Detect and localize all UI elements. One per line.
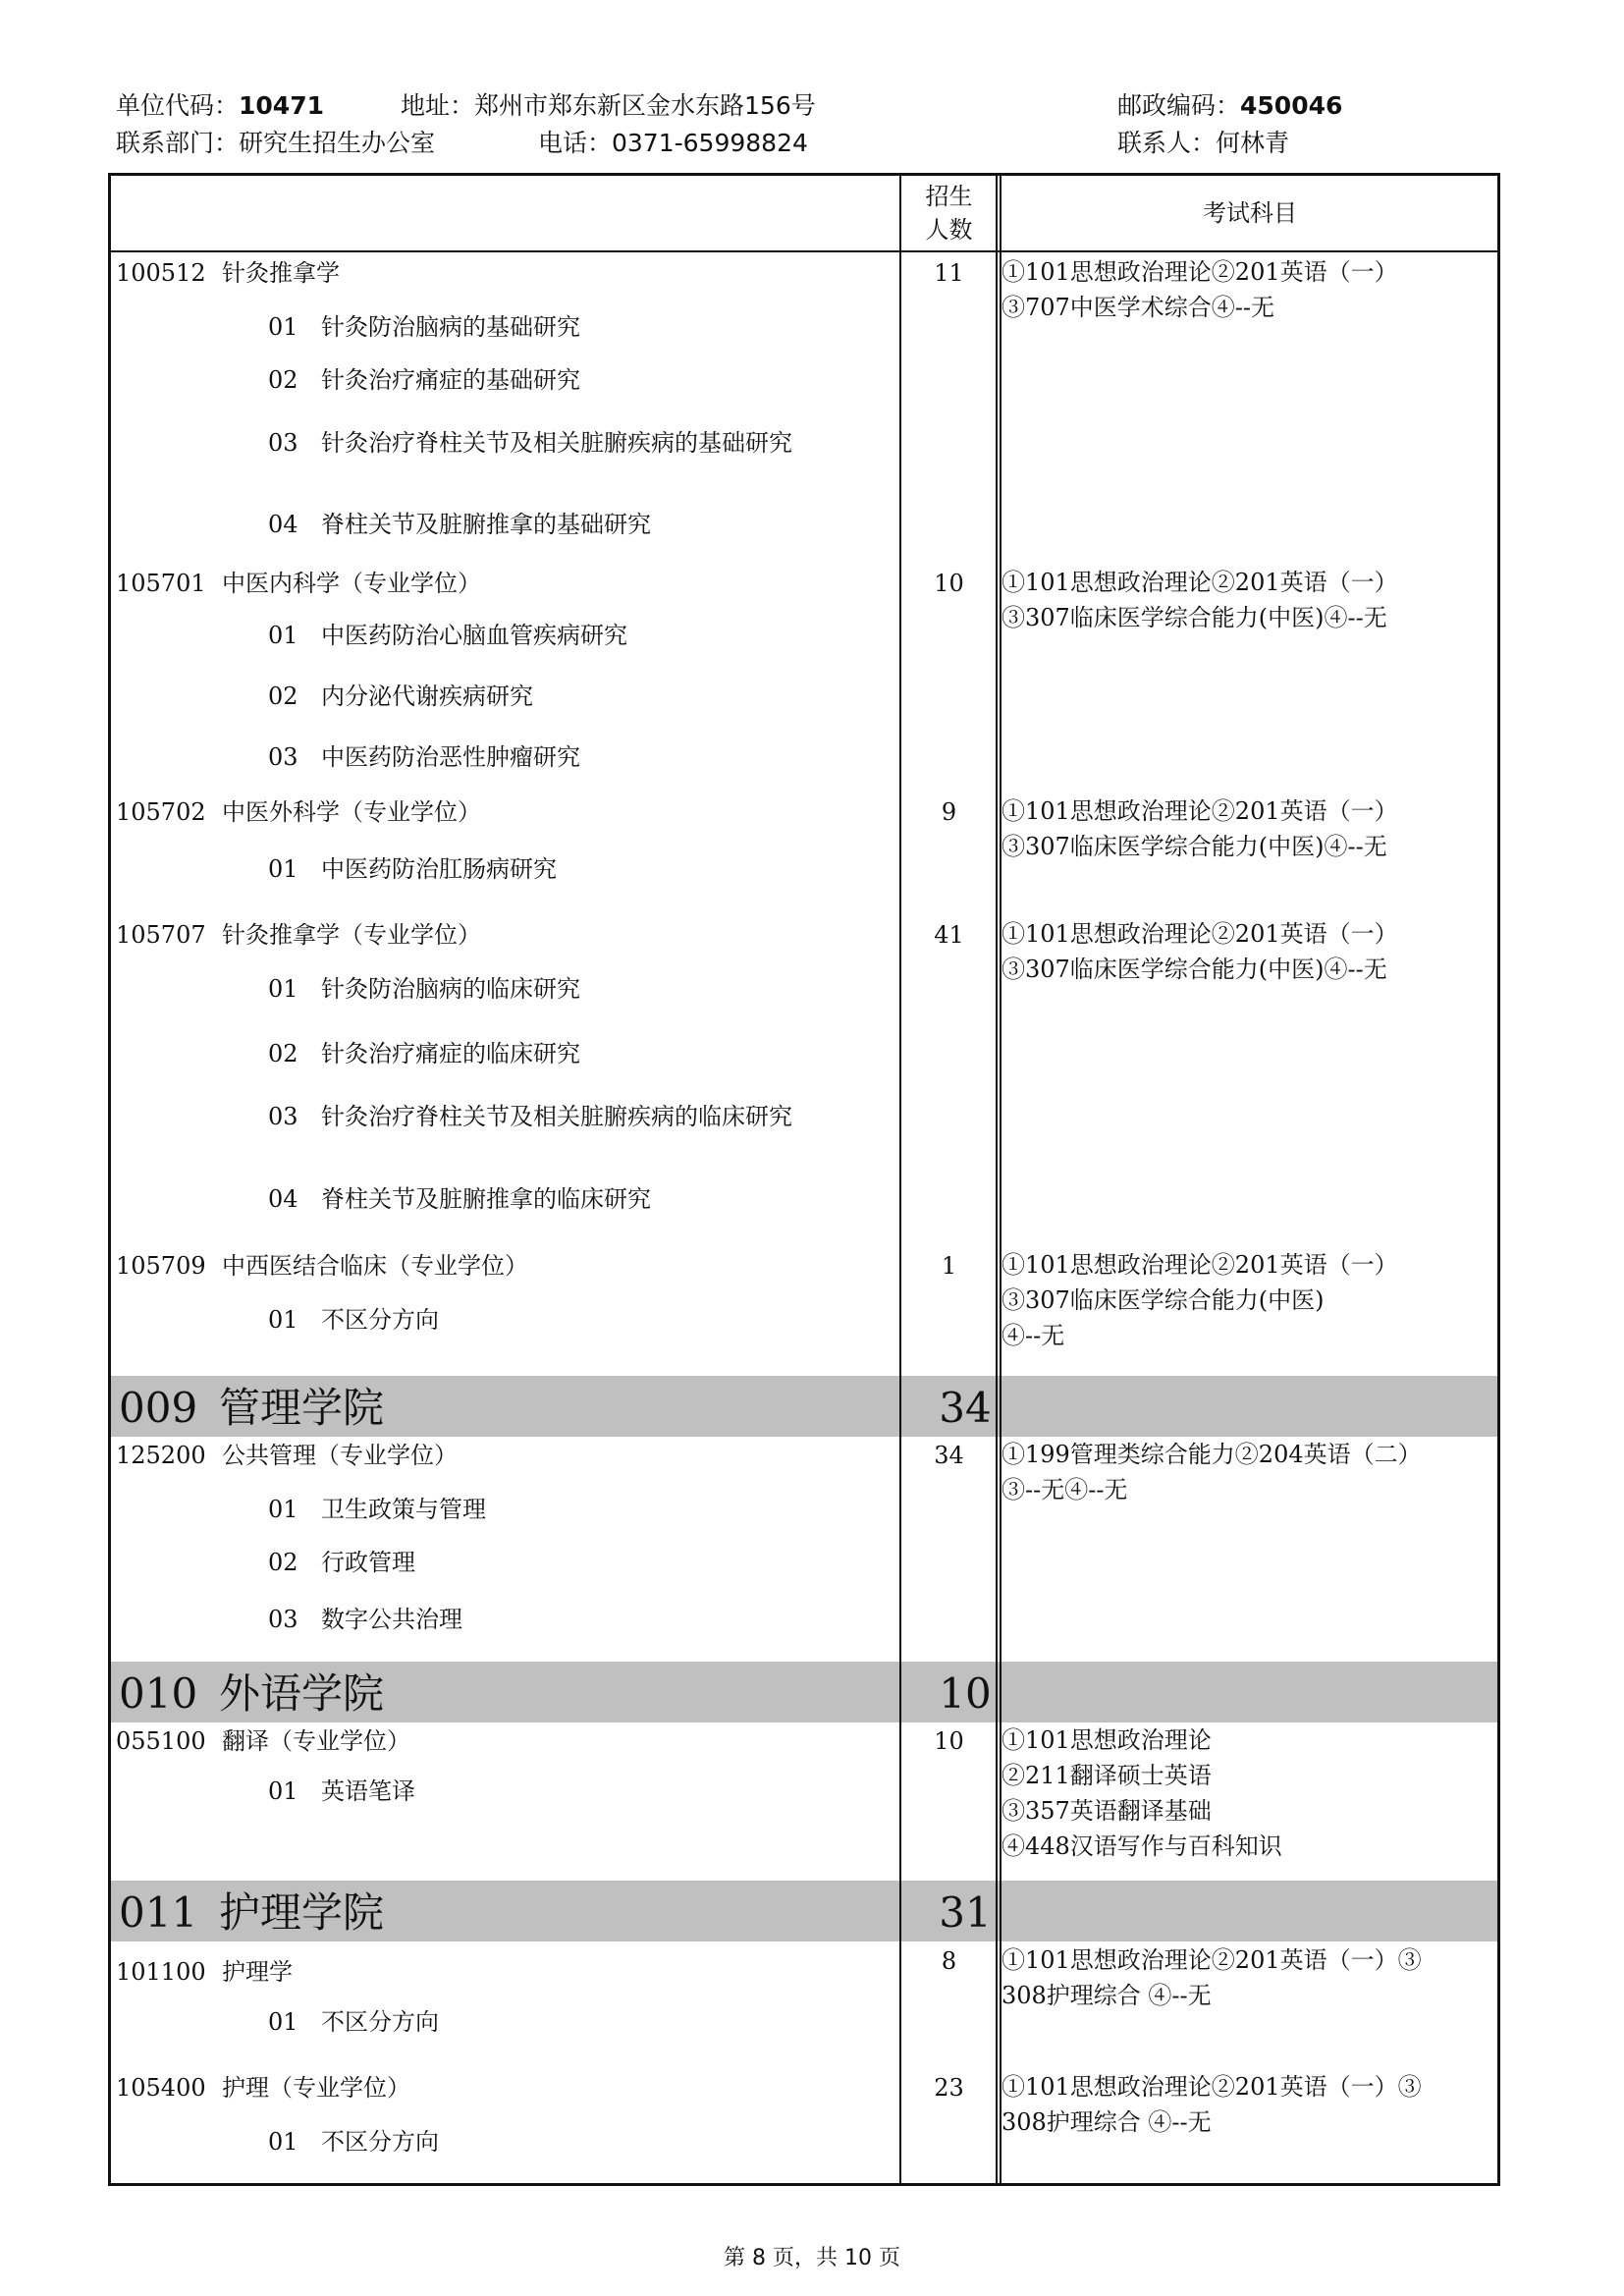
direction-item: 04 脊柱关节及脏腑推拿的临床研究 <box>268 1185 651 1213</box>
program-subjects: ①101思想政治理论②201英语（一） ③307临床医学综合能力(中医) ④--无 <box>1001 1251 1398 1349</box>
postal-code: 邮政编码：450046 <box>1117 91 1343 120</box>
college-band: 010 外语学院 10 <box>111 1662 1497 1722</box>
program-count: 34 <box>934 1442 964 1469</box>
unit-code: 单位代码：10471 <box>116 91 324 120</box>
header-divider <box>111 250 1497 252</box>
college-band: 011 护理学院 31 <box>111 1881 1497 1941</box>
direction-item: 01 不区分方向 <box>268 2128 439 2156</box>
column-divider <box>996 176 998 2183</box>
contact-dept: 联系部门：研究生招生办公室 <box>116 129 436 157</box>
program-count: 10 <box>934 1727 964 1755</box>
program-count: 11 <box>934 259 964 287</box>
program-count: 10 <box>934 570 964 597</box>
direction-item: 04 脊柱关节及脏腑推拿的基础研究 <box>268 511 651 538</box>
direction-item: 02 针灸治疗痛症的临床研究 <box>268 1040 580 1067</box>
program-subjects: ①199管理类综合能力②204英语（二） ③--无④--无 <box>1001 1441 1422 1503</box>
direction-item: 03 针灸治疗脊柱关节及相关脏腑疾病的临床研究 <box>268 1103 792 1130</box>
direction-item: 01 不区分方向 <box>268 2008 439 2036</box>
direction-item: 01 针灸防治脑病的基础研究 <box>268 313 580 341</box>
address: 地址：郑州市郑东新区金水东路156号 <box>401 91 816 120</box>
program-count: 1 <box>941 1252 957 1280</box>
program-count: 23 <box>934 2074 964 2102</box>
program-subjects: ①101思想政治理论②201英语（一） ③707中医学术综合④--无 <box>1001 258 1398 321</box>
program-row: 105707 针灸推拿学（专业学位） <box>116 921 481 949</box>
phone: 电话：0371-65998824 <box>538 129 808 157</box>
direction-item: 01 不区分方向 <box>268 1306 439 1334</box>
direction-item: 02 行政管理 <box>268 1549 415 1576</box>
enrollment-table <box>108 173 1500 2186</box>
program-row: 100512 针灸推拿学 <box>116 259 340 287</box>
program-count: 9 <box>941 798 957 826</box>
direction-item: 01 卫生政策与管理 <box>268 1496 486 1523</box>
program-subjects: ①101思想政治理论 ②211翻译硕士英语 ③357英语翻译基础 ④448汉语写作与百科知识 <box>1001 1726 1282 1860</box>
column-divider <box>1000 176 1001 2183</box>
program-count: 41 <box>934 921 964 949</box>
direction-item: 03 数字公共治理 <box>268 1606 462 1633</box>
direction-item: 01 英语笔译 <box>268 1777 415 1805</box>
direction-item: 03 中医药防治恶性肿瘤研究 <box>268 743 580 771</box>
direction-item: 01 针灸防治脑病的临床研究 <box>268 975 580 1003</box>
program-subjects: ①101思想政治理论②201英语（一）③ 308护理综合 ④--无 <box>1001 1946 1422 2009</box>
program-row: 101100 护理学 <box>116 1958 293 1986</box>
program-row: 105400 护理（专业学位） <box>116 2074 410 2102</box>
program-subjects: ①101思想政治理论②201英语（一） ③307临床医学综合能力(中医)④--无 <box>1001 569 1398 631</box>
direction-item: 02 内分泌代谢疾病研究 <box>268 683 533 710</box>
subjects-header: 考试科目 <box>1203 199 1297 227</box>
direction-item: 03 针灸治疗脊柱关节及相关脏腑疾病的基础研究 <box>268 429 792 457</box>
page-footer: 第 8 页，共 10 页 <box>724 2246 900 2270</box>
program-count: 8 <box>941 1947 957 1975</box>
direction-item: 01 中医药防治心脑血管疾病研究 <box>268 622 627 649</box>
program-subjects: ①101思想政治理论②201英语（一） ③307临床医学综合能力(中医)④--无 <box>1001 920 1398 983</box>
direction-item: 02 针灸治疗痛症的基础研究 <box>268 366 580 394</box>
program-row: 105702 中医外科学（专业学位） <box>116 798 481 826</box>
program-row: 055100 翻译（专业学位） <box>116 1727 410 1755</box>
count-header: 招生 人数 <box>925 183 973 244</box>
contact-person: 联系人：何林青 <box>1117 129 1290 157</box>
program-subjects: ①101思想政治理论②201英语（一）③ 308护理综合 ④--无 <box>1001 2073 1422 2136</box>
program-subjects: ①101思想政治理论②201英语（一） ③307临床医学综合能力(中医)④--无 <box>1001 797 1398 860</box>
program-row: 105701 中医内科学（专业学位） <box>116 570 481 597</box>
program-row: 105709 中西医结合临床（专业学位） <box>116 1252 528 1280</box>
column-divider <box>899 176 901 2183</box>
college-band: 009 管理学院 34 <box>111 1376 1497 1437</box>
direction-item: 01 中医药防治肛肠病研究 <box>268 855 557 883</box>
program-row: 125200 公共管理（专业学位） <box>116 1442 458 1469</box>
